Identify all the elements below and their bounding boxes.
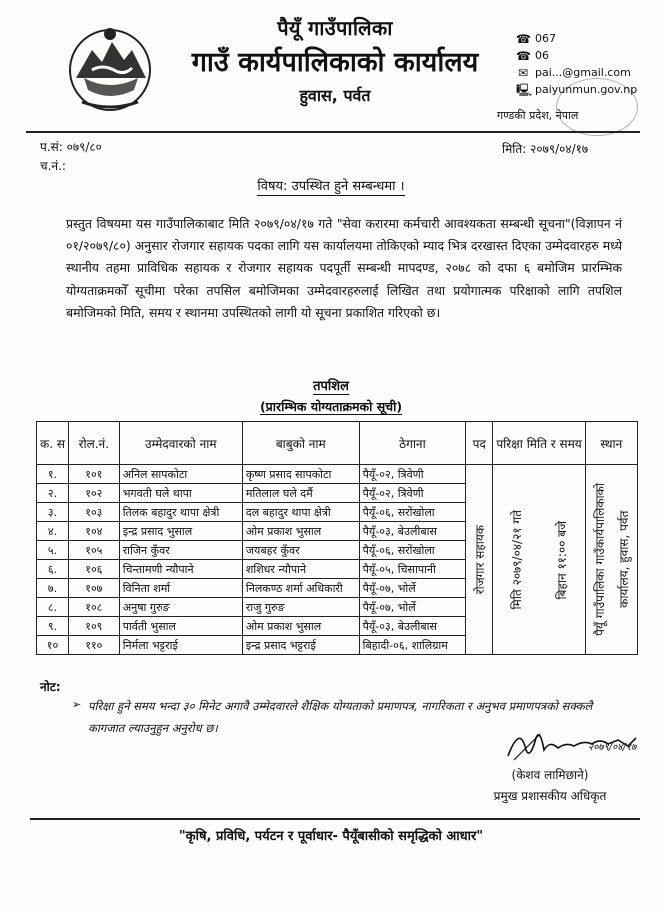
cell-name: पार्वती भुसाल	[119, 617, 242, 636]
note-label: नोट:	[40, 680, 61, 694]
cell-address: पैयूँ-०३, बेउलीबास	[359, 522, 465, 541]
cell-address: पैयूँ-०७, भोर्ले	[359, 598, 465, 617]
cell-father: मतिलाल घले दर्मै	[242, 484, 359, 503]
cell-address: पैयूँ-०६, सरोंखोला	[359, 503, 465, 522]
email-icon: ✉	[517, 65, 529, 80]
exam-date: मिति २०७९/०४/२१ गते	[510, 509, 525, 610]
header-divider	[26, 131, 640, 133]
cell-address: पैयूँ-०७, भोर्ले	[359, 579, 465, 598]
cell-address: पैयूँ-०३, बेउलीबास	[359, 617, 465, 636]
cell-father: शशिधर न्यौपाने	[242, 560, 359, 579]
cell-roll: १०५	[68, 541, 119, 560]
exam-time: बिहान ११:०० बजे	[554, 520, 569, 599]
cell-name: तिलक बहादुर थापा क्षेत्री	[119, 503, 242, 522]
nepal-emblem-logo	[62, 20, 158, 116]
phone-2: 06	[535, 48, 549, 62]
table-heading: तपशिल	[313, 379, 349, 394]
col-sn: क. स	[37, 422, 69, 465]
venue-line-1: पैयूँ गाउँपालिका गाउँकार्यपालिकाको	[592, 483, 607, 636]
cell-address: पैयूँ-०६, सरोंखोला	[359, 541, 465, 560]
cell-roll: १०१	[68, 465, 119, 484]
cell-post	[466, 465, 493, 655]
note-text: परिक्षा हुने समय भन्दा ३० मिनेट अगावै उम्मेदवारले शैक्षिक योग्यताको प्रमाणपत्र, नागरिकता र अनुभव प्रमाणपत्रको सक्कलै कागजात ल्याउनुहुन अनुरोध छ।	[88, 699, 593, 735]
cell-name: भगवती घले थापा	[119, 484, 242, 503]
cell-name: निर्मला भट्टराई	[119, 636, 242, 655]
cell-name: राजिन कुँवर	[119, 541, 242, 560]
cell-father: ओम प्रकाश भुसाल	[242, 522, 359, 541]
cell-father: राजु गुरुङ	[242, 598, 359, 617]
signature	[500, 720, 640, 766]
cell-address: पैयूँ-०२, त्रिवेणी	[359, 484, 465, 503]
signature-date: २०७९/०४/१७	[588, 742, 637, 753]
cell-roll: १०८	[68, 598, 119, 617]
col-roll: रोल.नं.	[68, 422, 119, 465]
cell-roll: १०२	[68, 484, 119, 503]
province-name: गण्डकी प्रदेश, नेपाल	[497, 109, 579, 122]
footer-divider	[30, 818, 640, 820]
cell-address: पैयूँ-०२, त्रिवेणी	[359, 465, 465, 484]
cell-sn: ६.	[37, 560, 69, 579]
cell-roll: ११०	[68, 636, 119, 655]
dispatch-no: च.नं.:	[40, 159, 66, 173]
cell-exam-time	[493, 465, 585, 655]
cell-father: कृष्ण प्रसाद सापकोटा	[242, 465, 359, 484]
signer-title: प्रमुख प्रशासकीय अधिकृत	[493, 789, 607, 803]
col-address: ठेगाना	[359, 422, 465, 465]
cell-address: बिहादी-०६, शालिग्राम	[359, 636, 465, 655]
cell-sn: ४.	[37, 522, 69, 541]
cell-address: पैयूँ-०५, चिसापानी	[359, 560, 465, 579]
cell-sn: ८.	[37, 598, 69, 617]
cell-name: चिन्तामणी न्यौपाने	[119, 560, 242, 579]
cell-sn: २.	[37, 484, 69, 503]
signer-name: (केशव लामिछाने)	[511, 768, 589, 782]
candidate-table	[36, 421, 638, 655]
col-exam-time: परिक्षा मिति र समय	[493, 422, 585, 465]
phone-icon: ☎	[516, 48, 531, 63]
cell-father: निलकण्ठ शर्मा अधिकारी	[242, 579, 359, 598]
arrow-bullet-icon: ➢	[72, 698, 82, 711]
table-header-row	[37, 422, 638, 465]
cell-roll: १०३	[68, 503, 119, 522]
cell-sn: १०	[37, 636, 69, 655]
web-icon: 🖳	[516, 82, 533, 97]
cell-sn: १.	[37, 465, 69, 484]
venue-line-2: कार्यालय, हुवास, पर्वत	[617, 510, 632, 609]
col-name: उम्मेदवारको नाम	[119, 422, 242, 465]
col-post: पद	[466, 422, 493, 465]
cell-father: जयबहर कुँवर	[242, 541, 359, 560]
ref-no: प.सं: ०७९/८०	[40, 140, 102, 154]
table-row	[37, 465, 638, 484]
municipality-name: पैयूँ गाउँपालिका	[277, 16, 393, 40]
cell-roll: १०६	[68, 560, 119, 579]
cell-father: इन्द्र प्रसाद भट्टराई	[242, 636, 359, 655]
email: pai...@gmail.com	[535, 65, 631, 79]
cell-name: अनुषा गुरुङ	[119, 598, 242, 617]
cell-venue	[585, 465, 637, 655]
letter-date: मिति: २०७९/०४/१७	[502, 142, 589, 156]
cell-sn: ९.	[37, 617, 69, 636]
subject-line: विषय: उपस्थित हुने सम्बन्धमा ।	[257, 179, 405, 194]
phone-1: 067	[535, 31, 556, 45]
office-location: हुवास, पर्वत	[299, 86, 371, 105]
cell-roll: १०९	[68, 617, 119, 636]
cell-roll: १०७	[68, 579, 119, 598]
cell-sn: ५.	[37, 541, 69, 560]
col-father: बाबुको नाम	[242, 422, 359, 465]
office-stamp	[556, 78, 638, 136]
cell-name: विनिता शर्मा	[119, 579, 242, 598]
cell-sn: ७.	[37, 579, 69, 598]
notice-body: प्रस्तुत विषयमा यस गाउँपालिकाबाट मिति २०७९/०४/१७ गते "सेवा करारमा कर्मचारी आवश्यकता सम्बन्धी सूचना"(विज्ञापन नं ०१/२०७९/८०) अनुसार रोजगार सहायक पदका लागि यस कार्यालयमा तोकिएको म्याद भित्र दरखास्त दिएका उम्मेदवारहरु मध्ये स्थानीय तहमा प्राविधिक सहायक र रोजगार सहायक पदपूर्ती सम्बन्धी मापदण्ड, २०७८ को दफा ६ बमोजिम प्रारम्भिक योग्यताक्रमकोँ सूचीमा परेका तपसिल बमोजिमका उम्मेदवारहरुलाई लिखित तथा प्रयोगात्मक परिक्षाको लागि तपशिल बमोजिमको मिति, समय र स्थानमा उपस्थितको लागी यो सूचना प्रकाशित गरिएको छ।	[66, 216, 622, 320]
col-venue: स्थान	[585, 422, 637, 465]
cell-name: इन्द्र प्रसाद भुसाल	[119, 522, 242, 541]
cell-father: दल बहादुर थापा क्षेत्री	[242, 503, 359, 522]
footer-slogan: "कृषि, प्रविधि, पर्यटन र पूर्वाधार- पैयूँबासीको समृद्धिको आधार"	[178, 829, 484, 844]
table-subheading: (प्रारम्भिक योग्यताक्रमको सूची)	[259, 399, 403, 414]
post-text: रोजगार सहायक	[472, 524, 487, 595]
website: paiyunmun.gov.np	[535, 82, 638, 96]
cell-roll: १०४	[68, 522, 119, 541]
cell-father: ओम प्रकाश भुसाल	[242, 617, 359, 636]
cell-name: अनिल सापकोटा	[119, 465, 242, 484]
phone-icon: ☎	[516, 31, 531, 46]
cell-sn: ३.	[37, 503, 69, 522]
office-name: गाउँ कार्यपालिकाको कार्यालय	[191, 47, 479, 78]
